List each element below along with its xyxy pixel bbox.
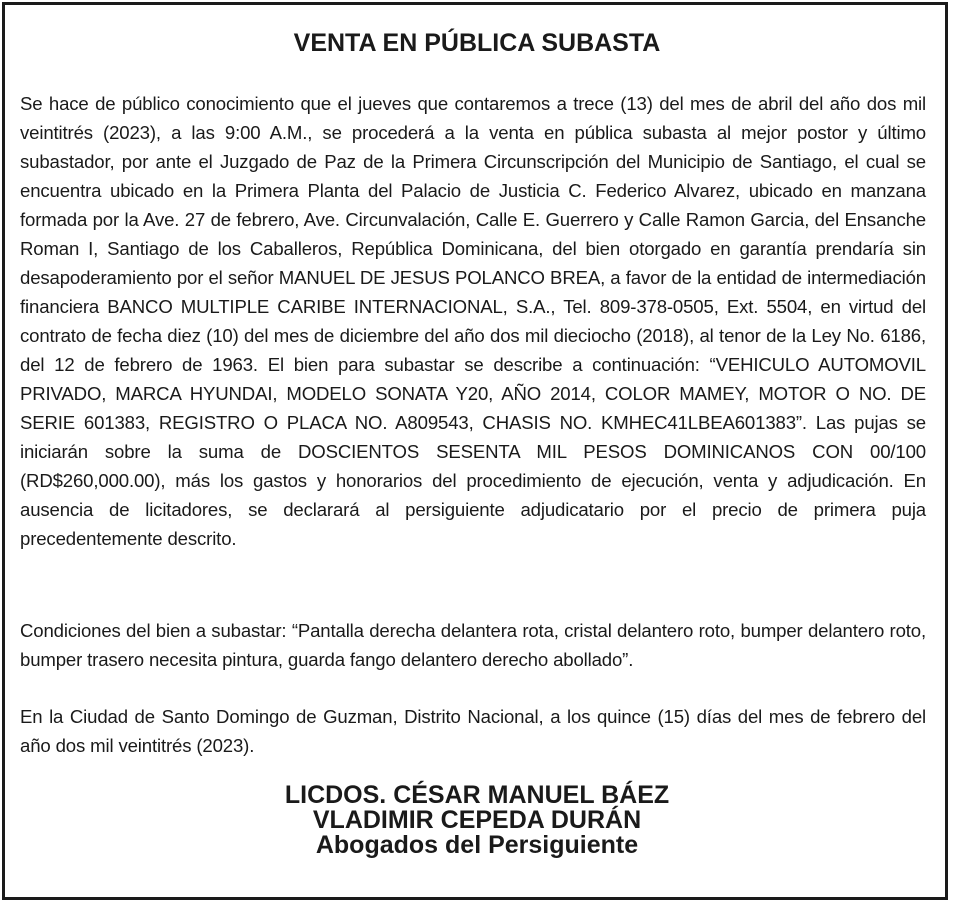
signature-lawyers-line-2: VLADIMIR CEPEDA DURÁN xyxy=(312,806,642,834)
vehicle-conditions-paragraph: Condiciones del bien a subastar: “Pantalla derecha delantera rota, cristal delantero roto, bumper delantero roto, bumper trasero necesita pintura, guarda fango delantero derecho abollado”. xyxy=(20,620,926,670)
place-date-paragraph: En la Ciudad de Santo Domingo de Guzman, Distrito Nacional, a los quince (15) días del mes de febrero del año dos mil veintitrés (2023). xyxy=(20,706,926,756)
notice-title: VENTA EN PÚBLICA SUBASTA xyxy=(293,29,661,57)
signature-role: Abogados del Persiguiente xyxy=(315,831,639,859)
notice-body-paragraph: Se hace de público conocimiento que el jueves que contaremos a trece (13) del mes de abril del año dos mil veintitrés (2023), a las 9:00 A.M., se procederá a la venta en pública subasta al mejor postor y último subastador, por ante el Juzgado de Paz de la Primera Circunscripción del Municipio de Santiago, el cual se encuentra ubicado en la Primera Planta del Palacio de Justicia C. Federico Alvarez, ubicado en manzana formada por la Ave. 27 de febrero, Ave. Circunvalación, Calle E. Guerrero y Calle Ramon Garcia, del Ensanche Roman I, Santiago de los Caballeros, República Dominicana, del bien otorgado en garantía prendaría sin desapoderamiento por el señor MANUEL DE JESUS POLANCO BREA, a favor de la entidad de intermediación financiera BANCO MULTIPLE CARIBE INTERNACIONAL, S.A., Tel. 809-378-0505, Ext. 5504, en virtud del contrato de fecha diez (10) del mes de diciembre del año dos mil dieciocho (2018), al tenor de la Ley No. 6186, del 12 de febrero de 1963. El bien para subastar se describe a continuación: “VEHICULO AUTOMOVIL PRIVADO, MARCA HYUNDAI, MODELO SONATA Y20, AÑO 2014, COLOR MAMEY, MOTOR O NO. DE SERIE 601383, REGISTRO O PLACA NO. A809543, CHASIS NO. KMHEC41LBEA601383”. Las pujas se iniciarán sobre la suma de DOSCIENTOS SESENTA MIL PESOS DOMINICANOS CON 00/100 (RD$260,000.00), más los gastos y honorarios del procedimiento de ejecución, venta y adjudicación. En ausencia de licitadores, se declarará al persiguiente adjudicatario por el precio de primera puja precedentemente descrito. xyxy=(20,93,926,549)
signature-lawyers-line-1: LICDOS. CÉSAR MANUEL BÁEZ xyxy=(284,781,670,809)
signature-block xyxy=(0,783,954,858)
